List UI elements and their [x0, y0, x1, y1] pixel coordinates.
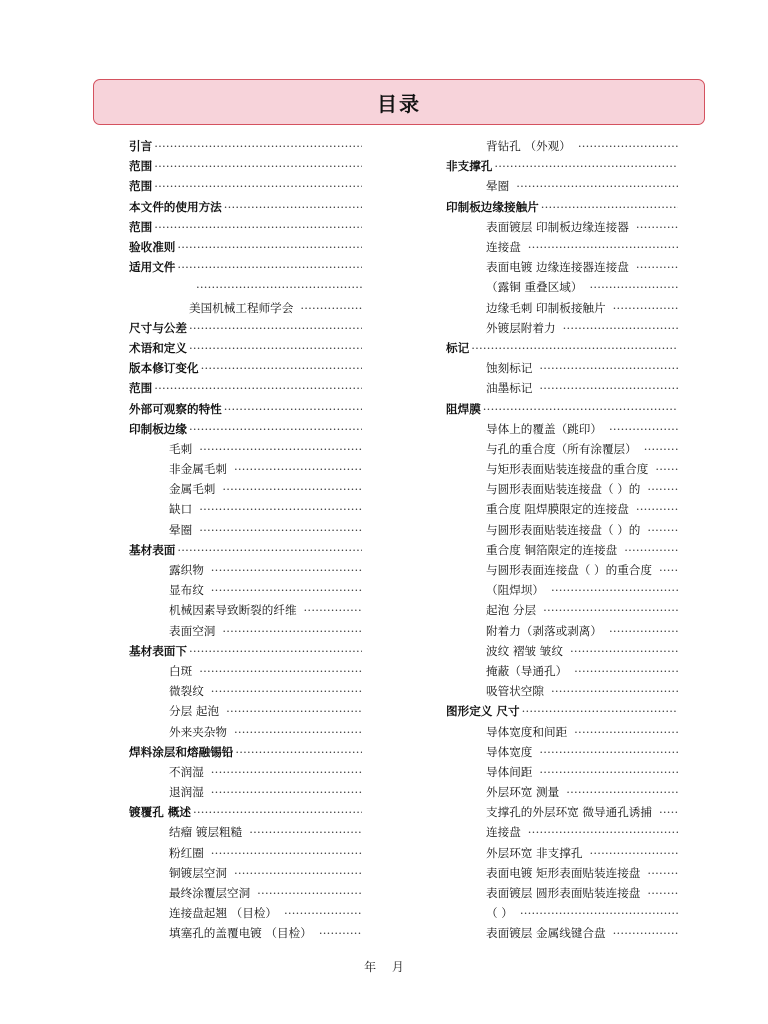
toc-entry[interactable]	[446, 883, 678, 903]
toc-entry-title: 引言	[129, 139, 153, 154]
toc-entry[interactable]	[446, 277, 678, 297]
toc-leader-dots	[224, 200, 362, 214]
toc-entry-title: 最终涂覆层空洞	[169, 886, 251, 901]
toc-entry[interactable]	[129, 358, 362, 378]
toc-leader-dots	[257, 886, 362, 900]
toc-entry[interactable]	[446, 217, 678, 237]
toc-leader-dots	[211, 765, 362, 779]
toc-entry[interactable]	[446, 641, 678, 661]
toc-entry-title: 导体间距	[486, 764, 533, 779]
toc-entry-title: 与圆形表面贴装连接盘（ ）的	[486, 522, 641, 537]
page-footer-date: 年 月	[364, 960, 404, 974]
toc-entry-title: 表面电镀 边缘连接器连接盘	[486, 260, 629, 275]
toc-entry-title: 与圆形表面贴装连接盘（ ）的	[486, 482, 641, 497]
toc-entry[interactable]	[446, 560, 678, 580]
toc-entry[interactable]	[446, 398, 678, 418]
toc-entry[interactable]	[446, 762, 678, 782]
toc-entry-title: 重合度 阻焊膜限定的连接盘	[486, 502, 629, 517]
toc-leader-dots	[211, 563, 362, 577]
toc-entry-title: 支撑孔的外层环宽 微导通孔诱捕	[486, 805, 652, 820]
toc-entry-title: 结瘤 镀层粗糙	[169, 825, 243, 840]
toc-leader-dots	[222, 482, 362, 496]
toc-entry-title: 适用文件	[129, 260, 176, 275]
toc-entry-title: 外来夹杂物	[169, 724, 227, 739]
toc-entry-title: （ ）	[486, 906, 513, 921]
toc-leader-dots	[154, 381, 362, 395]
toc-leader-dots	[624, 543, 678, 557]
toc-entry-title: 外部可观察的特性	[129, 401, 222, 416]
toc-leader-dots	[300, 301, 362, 315]
toc-leader-dots	[234, 866, 362, 880]
toc-entry-title: 印制板边缘	[129, 421, 187, 436]
toc-entry[interactable]	[446, 782, 678, 802]
toc-entry[interactable]	[129, 802, 362, 822]
toc-entry[interactable]	[129, 600, 362, 620]
toc-entry-title: 分层 起泡	[169, 704, 220, 719]
toc-entry[interactable]	[446, 520, 678, 540]
toc-leader-dots	[483, 402, 678, 416]
toc-leader-dots	[199, 502, 362, 516]
toc-entry-title: 不润湿	[169, 764, 204, 779]
toc-entry[interactable]	[446, 439, 678, 459]
toc-entry-title: 连接盘起翘 （目检）	[169, 906, 278, 921]
toc-entry[interactable]	[129, 540, 362, 560]
toc-leader-dots	[201, 361, 362, 375]
toc-entry[interactable]	[446, 580, 678, 600]
toc-leader-dots	[199, 442, 362, 456]
toc-leader-dots	[551, 684, 678, 698]
toc-entry-title: 退润湿	[169, 785, 204, 800]
toc-entry-title: 波纹 褶皱 皱纹	[486, 643, 563, 658]
toc-entry[interactable]	[129, 661, 362, 681]
toc-leader-dots	[471, 341, 678, 355]
toc-entry-title: 缺口	[169, 502, 193, 517]
toc-leader-dots	[494, 159, 678, 173]
toc-entry[interactable]	[446, 459, 678, 479]
toc-leader-dots	[189, 422, 362, 436]
toc-leader-dots	[249, 825, 362, 839]
toc-leader-dots	[551, 583, 678, 597]
toc-entry[interactable]	[129, 338, 362, 358]
toc-leader-dots	[644, 442, 678, 456]
toc-leader-dots	[543, 603, 678, 617]
toc-entry[interactable]	[446, 197, 678, 217]
toc-entry[interactable]	[129, 156, 362, 176]
toc-leader-dots	[226, 704, 362, 718]
toc-entry-title: 背钻孔 （外观）	[486, 139, 571, 154]
toc-entry-title: 非金属毛刺	[169, 462, 227, 477]
toc-entry-title: 微裂纹	[169, 684, 204, 699]
toc-leader-dots	[578, 139, 678, 153]
page-title: 目录	[377, 91, 421, 116]
toc-entry[interactable]	[129, 822, 362, 842]
toc-entry[interactable]	[446, 802, 678, 822]
toc-entry[interactable]	[446, 419, 678, 439]
toc-entry-title: 蚀刻标记	[486, 361, 533, 376]
toc-leader-dots	[235, 745, 362, 759]
toc-entry-title: 阻焊膜	[446, 401, 481, 416]
toc-leader-dots	[659, 563, 678, 577]
toc-leader-dots	[199, 523, 362, 537]
toc-entry[interactable]	[446, 923, 678, 943]
toc-entry[interactable]	[129, 479, 362, 499]
toc-leader-dots	[189, 341, 362, 355]
toc-leader-dots	[304, 603, 362, 617]
toc-entry-title: （露铜 重叠区域）	[486, 280, 583, 295]
toc-entry-title: 范围	[129, 381, 153, 396]
toc-leader-dots	[647, 886, 678, 900]
toc-entry[interactable]	[446, 600, 678, 620]
toc-entry[interactable]	[446, 176, 678, 196]
toc-leader-dots	[177, 240, 362, 254]
toc-entry[interactable]	[129, 681, 362, 701]
toc-entry-title: 机械因素导致断裂的纤维	[169, 603, 297, 618]
toc-entry-title: 填塞孔的盖覆电镀 （目检）	[169, 926, 312, 941]
toc-entry[interactable]	[129, 237, 362, 257]
toc-entry-title: 附着力（剥落或剥离）	[486, 623, 602, 638]
toc-leader-dots	[636, 502, 678, 516]
toc-entry-title: 与矩形表面贴装连接盘的重合度	[486, 462, 649, 477]
toc-entry[interactable]	[446, 903, 678, 923]
toc-leader-dots	[154, 220, 362, 234]
toc-leader-dots	[154, 139, 362, 153]
toc-leader-dots	[224, 402, 362, 416]
toc-entry-title: 范围	[129, 219, 153, 234]
toc-entry-title: 图形定义 尺寸	[446, 704, 520, 719]
toc-entry-title: 晕圈	[169, 522, 193, 537]
toc-entry[interactable]	[129, 499, 362, 519]
toc-entry-title: 与孔的重合度（所有涂覆层）	[486, 441, 637, 456]
toc-entry-title: 外层环宽 测量	[486, 785, 560, 800]
toc-entry[interactable]	[129, 257, 362, 277]
toc-entry[interactable]	[129, 701, 362, 721]
toc-leader-dots	[177, 260, 362, 274]
toc-entry[interactable]	[446, 701, 678, 721]
toc-entry[interactable]	[446, 358, 678, 378]
toc-entry[interactable]	[446, 681, 678, 701]
toc-leader-dots	[589, 280, 678, 294]
toc-leader-dots	[659, 805, 678, 819]
toc-entry[interactable]	[129, 520, 362, 540]
toc-leader-dots	[539, 361, 678, 375]
toc-entry[interactable]	[129, 580, 362, 600]
toc-entry[interactable]	[446, 237, 678, 257]
toc-leader-dots	[589, 846, 678, 860]
toc-entry[interactable]	[446, 136, 678, 156]
toc-entry-title: 基材表面下	[129, 643, 187, 658]
toc-right-column	[446, 136, 678, 944]
toc-entry-title: 边缘毛刺 印制板接触片	[486, 300, 606, 315]
toc-entry-title: 导体宽度	[486, 744, 533, 759]
toc-entry-title: 焊料涂层和熔融锡铅	[129, 744, 234, 759]
toc-entry[interactable]	[446, 156, 678, 176]
toc-leader-dots	[563, 321, 678, 335]
toc-entry-title: 显布纹	[169, 583, 204, 598]
toc-leader-dots	[211, 846, 362, 860]
toc-entry[interactable]	[129, 721, 362, 741]
toc-entry[interactable]	[129, 439, 362, 459]
toc-leader-dots	[234, 462, 362, 476]
toc-entry-title: 范围	[129, 159, 153, 174]
toc-entry-title: 掩蔽（导通孔）	[486, 663, 568, 678]
toc-leader-dots	[528, 240, 678, 254]
toc-left-column	[129, 136, 362, 944]
toc-leader-dots	[566, 785, 678, 799]
toc-leader-dots	[647, 866, 678, 880]
toc-entry[interactable]	[446, 822, 678, 842]
toc-entry[interactable]	[129, 217, 362, 237]
toc-leader-dots	[199, 664, 362, 678]
toc-entry[interactable]	[129, 176, 362, 196]
toc-entry-title: 表面电镀 矩形表面贴装连接盘	[486, 865, 641, 880]
toc-entry-title: 毛刺	[169, 441, 193, 456]
toc-entry[interactable]	[129, 843, 362, 863]
toc-entry[interactable]	[129, 378, 362, 398]
toc-entry-title: 印制板边缘接触片	[446, 199, 539, 214]
toc-leader-dots	[539, 745, 678, 759]
toc-entry[interactable]	[129, 459, 362, 479]
toc-entry-title: 白斑	[169, 663, 193, 678]
toc-entry[interactable]	[129, 762, 362, 782]
toc-entry-title: 美国机械工程师学会	[189, 300, 294, 315]
toc-entry[interactable]	[129, 863, 362, 883]
toc-entry[interactable]	[129, 419, 362, 439]
toc-leader-dots	[613, 926, 678, 940]
toc-entry-title: 镀覆孔 概述	[129, 805, 192, 820]
toc-entry[interactable]	[129, 782, 362, 802]
toc-entry[interactable]	[446, 338, 678, 358]
toc-leader-dots	[647, 482, 678, 496]
toc-entry-title: 连接盘	[486, 825, 521, 840]
toc-entry[interactable]	[129, 398, 362, 418]
toc-leader-dots	[636, 260, 678, 274]
toc-leader-dots	[647, 523, 678, 537]
toc-entry-title: 基材表面	[129, 542, 176, 557]
toc-leader-dots	[613, 301, 678, 315]
toc-entry[interactable]	[129, 923, 362, 943]
toc-entry[interactable]	[129, 277, 362, 297]
toc-entry[interactable]	[129, 621, 362, 641]
toc-entry-title: 验收准则	[129, 240, 176, 255]
toc-entry[interactable]	[129, 641, 362, 661]
toc-entry-title: 重合度 铜箔限定的连接盘	[486, 542, 618, 557]
toc-entry[interactable]	[129, 318, 362, 338]
toc-entry-title: 版本修订变化	[129, 361, 199, 376]
toc-entry-title: 吸管状空隙	[486, 684, 544, 699]
toc-entry-title: 外镀层附着力	[486, 320, 556, 335]
toc-leader-dots	[196, 280, 362, 294]
toc-leader-dots	[574, 664, 678, 678]
toc-entry[interactable]	[446, 318, 678, 338]
toc-entry-title: 非支撑孔	[446, 159, 493, 174]
toc-leader-dots	[520, 906, 678, 920]
toc-entry-title: （阻焊坝）	[486, 583, 544, 598]
toc-entry-title: 外层环宽 非支撑孔	[486, 845, 583, 860]
toc-entry-title: 金属毛刺	[169, 482, 216, 497]
toc-leader-dots	[570, 644, 678, 658]
toc-entry-title: 晕圈	[486, 179, 510, 194]
toc-leader-dots	[522, 704, 678, 718]
toc-entry-title: 起泡 分层	[486, 603, 537, 618]
toc-entry-title: 与圆形表面连接盘（ ）的重合度	[486, 563, 652, 578]
toc-entry-title: 表面镀层 金属线键合盘	[486, 926, 606, 941]
toc-entry[interactable]	[446, 621, 678, 641]
toc-leader-dots	[177, 543, 362, 557]
toc-entry[interactable]	[446, 257, 678, 277]
toc-entry[interactable]	[129, 197, 362, 217]
toc-leader-dots	[234, 725, 362, 739]
toc-entry[interactable]	[446, 540, 678, 560]
toc-leader-dots	[636, 220, 678, 234]
toc-leader-dots	[154, 159, 362, 173]
toc-entry[interactable]	[129, 742, 362, 762]
toc-leader-dots	[539, 381, 678, 395]
toc-entry[interactable]	[446, 378, 678, 398]
toc-leader-dots	[609, 422, 678, 436]
toc-entry[interactable]	[129, 298, 362, 318]
toc-leader-dots	[528, 825, 678, 839]
toc-entry-title: 连接盘	[486, 240, 521, 255]
toc-leader-dots	[574, 725, 678, 739]
toc-entry[interactable]	[446, 298, 678, 318]
toc-entry-title: 导体上的覆盖（跳印）	[486, 421, 602, 436]
toc-leader-dots	[154, 179, 362, 193]
toc-entry-title: 尺寸与公差	[129, 320, 187, 335]
toc-entry-title: 铜镀层空洞	[169, 865, 227, 880]
toc-entry[interactable]	[446, 479, 678, 499]
toc-leader-dots	[284, 906, 362, 920]
toc-entry-title: 露织物	[169, 563, 204, 578]
toc-entry-title: 范围	[129, 179, 153, 194]
toc-entry[interactable]	[446, 721, 678, 741]
toc-leader-dots	[211, 583, 362, 597]
toc-entry[interactable]	[129, 136, 362, 156]
toc-leader-dots	[211, 785, 362, 799]
toc-leader-dots	[222, 624, 362, 638]
toc-leader-dots	[609, 624, 678, 638]
toc-leader-dots	[539, 765, 678, 779]
toc-leader-dots	[189, 321, 362, 335]
toc-entry[interactable]	[129, 883, 362, 903]
toc-entry-title: 油墨标记	[486, 381, 533, 396]
toc-entry-title: 标记	[446, 340, 470, 355]
toc-leader-dots	[516, 179, 678, 193]
toc-leader-dots	[655, 462, 678, 476]
toc-entry-title: 粉红圈	[169, 845, 204, 860]
toc-entry[interactable]	[446, 863, 678, 883]
toc-entry[interactable]	[129, 903, 362, 923]
toc-entry[interactable]	[446, 742, 678, 762]
toc-entry-title: 本文件的使用方法	[129, 199, 222, 214]
toc-leader-dots	[541, 200, 678, 214]
toc-entry-title: 术语和定义	[129, 340, 187, 355]
toc-leader-dots	[189, 644, 362, 658]
toc-entry[interactable]	[129, 560, 362, 580]
toc-entry-title: 表面空洞	[169, 623, 216, 638]
toc-entry[interactable]	[446, 843, 678, 863]
toc-entry-title: 导体宽度和间距	[486, 724, 568, 739]
toc-entry[interactable]	[446, 661, 678, 681]
toc-entry-title: 表面镀层 圆形表面贴装连接盘	[486, 886, 641, 901]
toc-entry-title: 表面镀层 印制板边缘连接器	[486, 219, 629, 234]
toc-leader-dots	[211, 684, 362, 698]
toc-title-banner	[93, 79, 705, 125]
toc-entry[interactable]	[446, 499, 678, 519]
toc-leader-dots	[319, 926, 362, 940]
toc-leader-dots	[193, 805, 362, 819]
